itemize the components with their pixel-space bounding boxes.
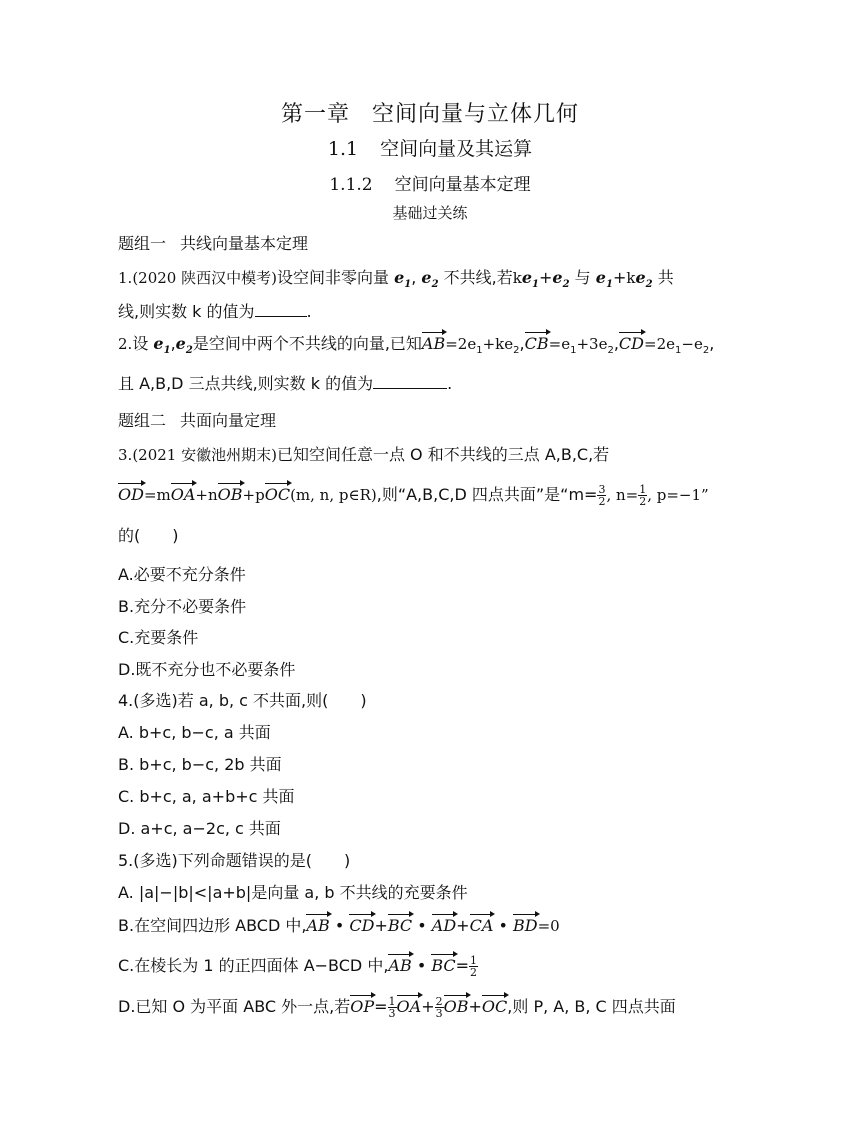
group-label: 题组二 — [118, 411, 167, 430]
vector-e1: $e_1$ — [394, 268, 412, 291]
group-heading-2 — [118, 411, 276, 431]
fraction: $\frac{1}{2}$ — [470, 954, 478, 979]
fraction: $\frac{1}{3}$ — [388, 995, 396, 1020]
option-b: B. b+c, b−c, 2b 共面 — [118, 755, 282, 774]
vector-OA: OA — [170, 485, 196, 504]
vector-OP: OP — [350, 997, 375, 1016]
vector-e1: $e_1$ — [521, 268, 540, 291]
vector-AB: AB — [306, 916, 330, 935]
question-1-line-2: 线,则实数 k 的值为 . — [118, 302, 312, 321]
question-number: 2. — [118, 335, 133, 353]
vector-OB: OB — [217, 485, 243, 504]
option-b: B.在空间四边形 ABCD 中,AB • CD+BC • AD+CA • BD=0 — [118, 916, 560, 935]
group-title: 共面向量定理 — [180, 411, 277, 430]
question-2-line-2: 且 A,B,D 三点共线,则实数 k 的值为 . — [118, 374, 453, 393]
vector-BD: BD — [512, 916, 538, 935]
option-c: C.在棱长为 1 的正四面体 A−BCD 中,AB • BC= $\frac{1}{2}$ — [118, 954, 478, 979]
vector-OC: OC — [481, 997, 508, 1016]
section-number: 1.1 — [327, 138, 359, 160]
option-d: D.已知 O 为平面 ABC 外一点,若OP= $\frac{1}{3}$ OA+ $\frac{2}{3}$ OB+OC,则 P, A, B, C 四点共面 — [118, 995, 676, 1020]
option-c: C. b+c, a, a+b+c 共面 — [118, 787, 295, 806]
question-number: 1. — [118, 269, 133, 287]
chapter-title: 空间向量与立体几何 — [372, 102, 580, 127]
question-text: 已知空间任意一点 O 和不共线的三点 A,B,C,若 — [276, 445, 610, 464]
option-a: A.必要不充分条件 — [118, 565, 246, 584]
vector-e2: $e_2$ — [552, 268, 570, 291]
question-4-stem: 4.(多选)若 a, b, c 不共面,则( ) — [118, 691, 367, 710]
vector-BC: BC — [431, 956, 456, 975]
question-3-line-1 — [118, 445, 609, 465]
question-text: 且 A,B,D 三点共线,则实数 k 的值为 — [118, 374, 374, 393]
option-a: A. |a|−|b|<|a+b|是向量 a, b 不共线的充要条件 — [118, 883, 468, 902]
exercise-type-heading: 基础过关练 — [392, 204, 468, 222]
question-2-line-1: 2.设 $e_1,e_2$是空间中两个不共线的向量,已知$AB=2e_1+ke_2,CB=e_1+3e_2,CD=2e_1-e_2$, — [118, 334, 715, 357]
vector-BC: BC — [387, 916, 413, 935]
vector-e2: $e_2$ — [175, 334, 193, 357]
group-heading-1 — [118, 234, 308, 254]
subsection-number: 1.1.2 — [329, 175, 373, 195]
question-text: 设空间非零向量 — [276, 268, 389, 287]
option-d: D.既不充分也不必要条件 — [118, 660, 296, 679]
question-source: (2021 安徽池州期末) — [132, 446, 277, 464]
option-d: D. a+c, a−2c, c 共面 — [118, 819, 281, 838]
option-a: A. b+c, b−c, a 共面 — [118, 723, 271, 742]
question-1-line-1: 1.(2020 陕西汉中模考)设空间非零向量 $e_1$, $e_2$ 不共线,若$ke_1+e_2$ 与 $e_1+ke_2$ 共 — [118, 268, 674, 291]
answer-blank[interactable] — [255, 300, 307, 317]
vector-CD: CD — [618, 334, 644, 353]
vector-OD: OD — [118, 485, 144, 504]
question-5-stem: 5.(多选)下列命题错误的是( ) — [118, 851, 351, 870]
vector-OB: OB — [443, 997, 469, 1016]
section-title: 空间向量及其运算 — [380, 138, 533, 160]
fraction: $\frac{2}{3}$ — [435, 995, 443, 1020]
vector-CB: CB — [524, 334, 549, 353]
vector-CA: CA — [469, 916, 494, 935]
subsection-heading — [0, 170, 860, 195]
vector-OA: OA — [396, 997, 422, 1016]
fraction: $\frac{1}{2}$ — [639, 483, 647, 508]
question-3-line-2: OD=mOA+nOB+pOC(m, n, p∈R),则“A,B,C,D 四点共面”是“m= $\frac{3}{2}$ , n= $\frac{1}{2}$ , p=−1” — [118, 483, 709, 508]
question-source: (2020 陕西汉中模考) — [132, 269, 277, 287]
chapter-heading — [0, 97, 860, 128]
question-text: 线,则实数 k 的值为 — [118, 302, 255, 321]
question-number: 3. — [118, 446, 133, 464]
vector-AD: AD — [431, 916, 457, 935]
vector-e1: $e_1$ — [153, 334, 171, 357]
vector-CD: CD — [349, 916, 375, 935]
vector-AB: AB — [388, 956, 412, 975]
section-heading — [0, 134, 860, 161]
fraction: $\frac{3}{2}$ — [598, 483, 606, 508]
vector-AB: AB — [421, 334, 446, 353]
option-c: C.充要条件 — [118, 628, 199, 647]
group-label: 题组一 — [118, 234, 167, 253]
vector-e1: $e_1$ — [595, 268, 613, 291]
vector-OC: OC — [264, 485, 291, 504]
question-text: 不共线,若 — [443, 268, 513, 287]
answer-blank[interactable] — [373, 372, 447, 389]
chapter-number: 第一章 — [280, 102, 350, 127]
option-b: B.充分不必要条件 — [118, 597, 247, 616]
group-title: 共线向量基本定理 — [180, 234, 309, 253]
subsection-title: 空间向量基本定理 — [394, 175, 531, 195]
vector-e2: $e_2$ — [421, 268, 439, 291]
question-3-line-3: 的( ) — [118, 526, 179, 545]
vector-e2: $e_2$ — [635, 268, 653, 291]
